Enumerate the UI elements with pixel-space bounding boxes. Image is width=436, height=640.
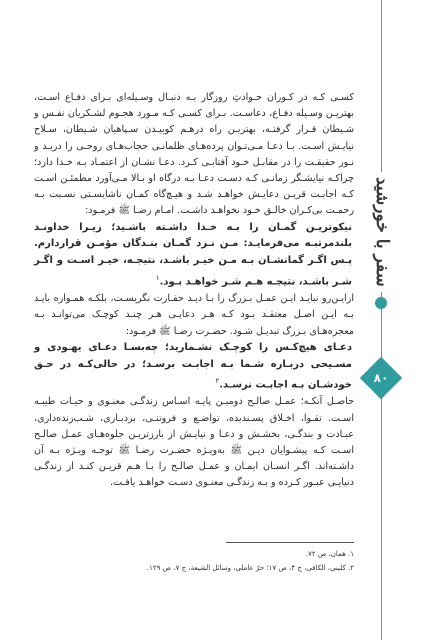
footnote-2: ۲. کلینی، الکافی، ج ۴، ص ۱۷؛ حرّ عاملی، وسائل الشیعة، ج ۷، ص ۱۲۹. — [146, 564, 354, 572]
title-dot — [375, 297, 387, 309]
paragraph-3: حاصـل آنکـه؛ عمـل صالـح دومیـن پایـه اسـاس زندگـی معنـوی و حیـات طیبـه اسـت. تقـوا، اخـلاق پسـندیده، تواضـع و فروتنـی، بردبـاری، شـب‌زنده‌داری، عبـادت و بندگـی، بخشـش و دعـا و نیایـش از بارزتریـن جلوه‌هـای عمـل صالـح اسـت کـه پیشـوایان دیـن ﷺ به‌ویـژه حضـرت رضـا ﷺ توجـه ویـژه بـه آن داشـته‌اند. اگـر انسـان ایمـان و عمـل صالـح را بـا هـم قریـن کنـد از زندگـی دنیایـی عبـور کـرده و بـه زندگـی معنـوی دسـت خواهـد یافـت. — [34, 396, 354, 489]
running-title: سفر با خورشید — [362, 172, 402, 292]
footnote-divider — [226, 542, 354, 543]
body-text — [34, 90, 354, 492]
paragraph-2: ازایـن‌رو نبایـد ایـن عمـل بـزرگ را بـا دیـد حقـارت نگریسـت، بلکـه همـواره بایـد بـه ایـن اصـل معتقـد بـود کـه هـر دعایـی هـر چنـد کوچـک می‌توانـد بـه معجزه‌هـای بـزرگ تبدیـل شـود. حضـرت رضـا ﷺ فرمـود: — [34, 293, 354, 337]
quote-2 — [34, 340, 354, 395]
page-number: ۸۰ — [373, 371, 389, 385]
side-accent-line — [381, 0, 382, 640]
footnote-ref-1: ۱ — [155, 274, 160, 283]
footnote-ref-2: ۲ — [215, 377, 220, 386]
footnote-1: ۱. همان، ص ۷۲. — [305, 550, 354, 558]
quote-1-text: نیکوتریـن گمـان را بـه خـدا داشـته باشـید؛ زیـرا خداونـد بلندمرتبـه می‌فرمایـد: مـن نـزد گمـان بنـدگان مؤمـن قراردارم. پـس اگـر گمانشـان بـه مـن خیـر باشـد، نتیجـه، خیـر اسـت و اگـر شـر باشـد، نتیجـه هـم شـر خواهـد بـود. — [34, 221, 352, 288]
quote-2-text: دعـای هیچ‌کـس را کوچـک نشـمارید؛ چه‌بسـا دعـای یهـودی و مسـیحی دربـاره شـما بـه اجابـت برسـد؛ در حالی‌کـه در حـق خودشـان بـه اجابـت نرسـد. — [34, 341, 352, 391]
footnotes — [34, 547, 354, 575]
quote-1 — [34, 220, 354, 292]
paragraph-1: کسـی کـه در کـوران حـوادثِ روزگار بـه دنبـال وسـیله‌ای بـرای دفـاع اسـت، بهتریـن وسـیله دفـاع، دعاسـت. بـرای کسـی کـه مـورد هجـوم لشـکریان نفـس و شـیطان قـرار گرفتـه، بهتریـن راه درهـم کوبیـدن سـپاهیان شـیطان، سـلاح نیایـش اسـت. بـا دعـا مـی‌تـوان پرده‌هـای ظلمانـی حجاب‌هـای روحـی را دریـد و نـور حقیقـت را در مقابـل خـود آفتابـی کـرد. دعـا نشـان از اعتمـاد بـه خـدا دارد؛ چراکـه نیایشـگر زمانـی کـه دسـت دعـا بـه درگاه او بـالا مـی‌آورد مطمئـن اسـت کـه اجابـت قریـن دعایـش خواهـد شـد و هیـچ‌گاه کمـان ناشایسـتی نسـبت بـه رحمـت بی‌کـران خالـق خـود نخواهـد داشـت. امـام رضـا ﷺ فرمـود: — [34, 92, 354, 217]
